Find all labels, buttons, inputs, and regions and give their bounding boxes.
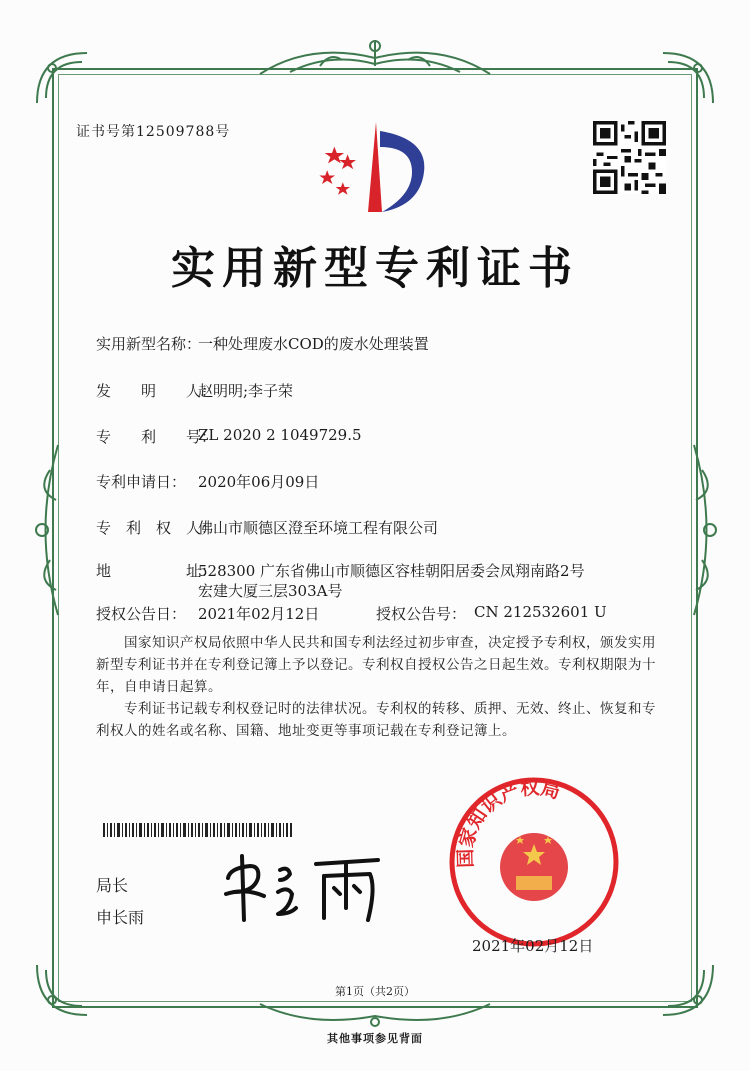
barcode: [103, 823, 293, 837]
right-ornament: [684, 440, 724, 620]
seal-date: 2021年02月12日: [472, 937, 594, 955]
field-label-patent-number: 专 利 号：: [96, 428, 217, 446]
footer-note: 其他事项参见背面: [327, 1032, 423, 1045]
corner-ornament-tl: [32, 48, 92, 108]
field-value-patentee: 佛山市顺德区澄至环境工程有限公司: [198, 519, 439, 537]
field-label-application-date: 专利申请日：: [96, 473, 187, 491]
certificate-number: 证书号第12509788号: [76, 124, 231, 140]
director-title: 局长: [96, 876, 129, 895]
field-value-inventor: 赵明明;李子荣: [198, 382, 294, 400]
field-label-grant-date: 授权公告日：: [96, 605, 187, 623]
top-ornament: [250, 36, 500, 80]
director-signature: [220, 848, 390, 928]
field-value-grant-number: CN 212532601 U: [474, 603, 607, 621]
left-ornament: [28, 440, 68, 620]
official-seal: [444, 772, 624, 952]
bottom-ornament: [250, 998, 500, 1032]
field-label-patentee: 专 利 权 人：: [96, 519, 217, 537]
field-value-address-line2: 宏建大厦三层303A号: [198, 582, 343, 600]
field-value-address: 528300 广东省佛山市顺德区容桂朝阳居委会凤翔南路2号: [198, 562, 585, 580]
corner-ornament-tr: [658, 48, 718, 108]
field-value-name: 一种处理废水COD的废水处理装置: [198, 335, 429, 353]
field-value-grant-date: 2021年02月12日: [198, 605, 320, 623]
seal-text: 国家知识产权局: [454, 776, 563, 869]
certificate-title: 实用新型专利证书: [171, 243, 579, 294]
cnipa-logo: [316, 117, 434, 217]
field-label-inventor: 发 明 人：: [96, 382, 217, 400]
statement-paragraph-2: 专利证书记载专利权登记时的法律状况。专利权的转移、质押、无效、终止、恢复和专利权人的姓名或名称、国籍、地址变更等事项记载在专利登记簿上。: [96, 701, 656, 739]
field-label-grant-number: 授权公告号：: [376, 605, 467, 623]
statement-paragraph-1: 国家知识产权局依照中华人民共和国专利法经过初步审查，决定授予专利权，颁发实用新型专利证书并在专利登记簿上予以登记。专利权自授权公告之日起生效。专利权期限为十年，自申请日起算。: [96, 635, 656, 695]
field-value-application-date: 2020年06月09日: [198, 473, 320, 491]
field-label-address: 地 址：: [96, 562, 217, 580]
field-label-name: 实用新型名称：: [96, 335, 202, 353]
page-number: 第1页（共2页）: [335, 985, 415, 998]
director-name: 申长雨: [96, 908, 145, 927]
qr-code: [593, 121, 666, 194]
field-value-patent-number: ZL 2020 2 1049729.5: [198, 426, 362, 444]
